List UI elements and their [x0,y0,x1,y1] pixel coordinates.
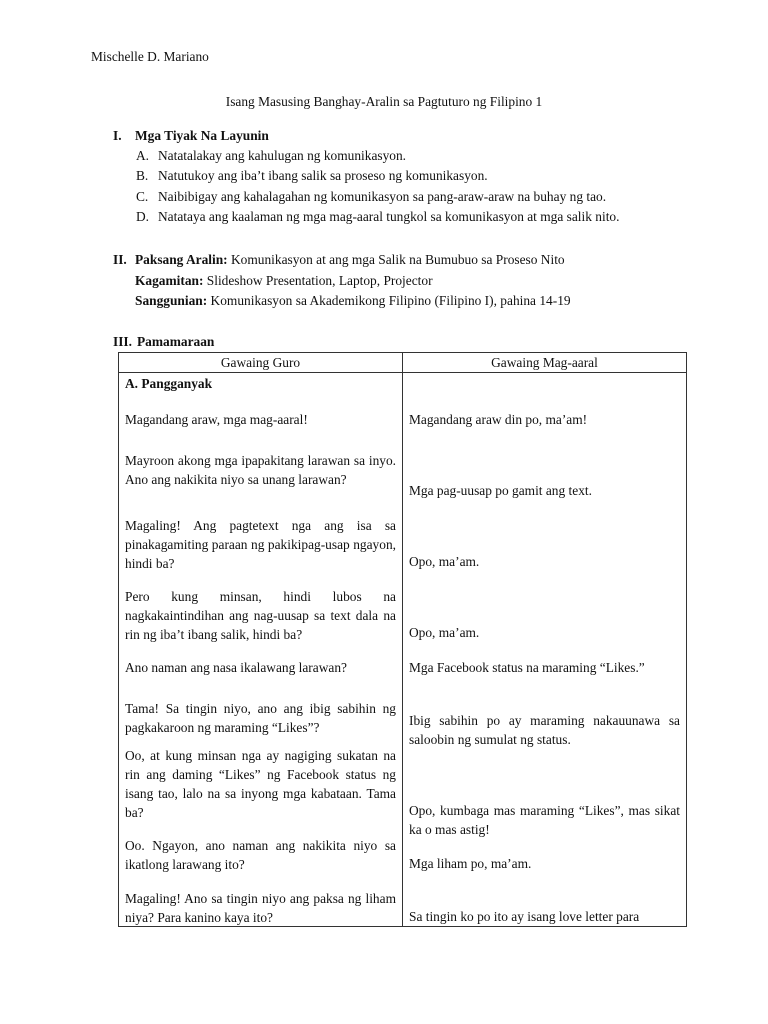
references-value: Komunikasyon sa Akademikong Filipino (Filipino I), pahina 14-19 [207,293,571,308]
student-line: Magandang araw din po, ma’am! [409,412,588,427]
section-procedure-heading [113,332,214,351]
teacher-line: Magaling! Ang pagtetext nga ang isa sa pinakagamiting paraan ng pakikipag-usap ngayon, hindi ba? [125,518,396,571]
objective-item [136,166,716,186]
topic-value: Komunikasyon at ang mga Salik na Bumubuo sa Proseso Nito [227,252,565,267]
teacher-line: Magaling! Ano sa tingin niyo ang paksa ng liham niya? Para kanino kaya ito? [125,891,396,925]
student-line: Sa tingin ko po ito ay isang love letter para [409,909,640,924]
section-heading: Mga Tiyak Na Layunin [135,128,269,143]
teacher-line: Pero kung minsan, hindi lubos na nagkakaintindihan ang nag-uusap sa text dala na rin ng iba’t ibang salik, hindi ba? [125,589,396,642]
student-line: Mga Facebook status na maraming “Likes.” [409,660,645,675]
student-line: Opo, ma’am. [409,554,480,569]
objective-text: Naibibigay ang kahalagahan ng komunikasyon sa pang-araw-araw na buhay ng tao. [158,188,607,204]
student-line: Ibig sabihin po ay maraming nakauunawa sa saloobin ng sumulat ng status. [409,713,680,747]
table-header-row [119,353,687,373]
section-heading: Pamamaraan [137,334,215,349]
student-line: Opo, kumbaga mas maraming “Likes”, mas sikat ka o mas astig! [409,803,680,837]
section-number: I. [113,128,122,143]
references-label: Sanggunian: [135,293,208,308]
objective-letter: B. [136,168,149,184]
section-number: II. [113,252,127,267]
teacher-activities-cell [119,373,403,927]
teacher-line: Magandang araw, mga mag-aaral! [125,412,308,427]
materials-value: Slideshow Presentation, Laptop, Projector [203,272,433,288]
objective-letter: A. [136,148,150,163]
teacher-line: Mayroon akong mga ipapakitang larawan sa inyo. Ano ang nakikita niyo sa unang larawan? [125,453,396,487]
author-name: Mischelle D. Mariano [91,49,209,64]
objectives-list [136,146,716,228]
teacher-line: Tama! Sa tingin niyo, ano ang ibig sabihin ng pagkakaroon ng maraming “Likes”? [125,701,396,735]
objective-letter: C. [136,188,149,204]
topic-label: Paksang Aralin: [135,252,228,267]
materials-label: Kagamitan: [135,272,204,288]
teacher-line: Oo. Ngayon, ano naman ang nakikita niyo sa ikatlong larawang ito? [125,838,396,872]
student-line: Mga pag-uusap po gamit ang text. [409,483,592,498]
objective-item [136,207,716,227]
student-activities-cell [403,373,687,927]
teacher-column-header: Gawaing Guro [119,353,403,373]
procedure-table [118,352,687,927]
section-topic [113,250,713,312]
objective-text: Natutukoy ang iba’t ibang salik sa proseso ng komunikasyon. [158,168,488,184]
subsection-heading: A. Pangganyak [125,376,213,391]
student-line: Mga liham po, ma’am. [409,856,532,871]
materials-row [113,271,713,292]
section-number: III. [113,334,132,349]
objective-text: Natataya ang kaalaman ng mga mag-aaral tungkol sa komunikasyon at mga salik nito. [158,209,620,225]
teacher-line: Ano naman ang nasa ikalawang larawan? [125,660,347,675]
objective-letter: D. [136,209,150,225]
student-column-header: Gawaing Mag-aaral [403,353,687,373]
references-row [113,291,713,312]
student-line: Opo, ma’am. [409,625,480,640]
section-objectives-heading [113,126,703,145]
topic-row [113,250,713,271]
teacher-line: Oo, at kung minsan nga ay nagiging sukatan na rin ang daming “Likes” ng Facebook status ng isang tao, lalo na sa inyong mga kabataan. Tama ba? [125,748,396,820]
document-title: Isang Masusing Banghay-Aralin sa Pagtuturo ng Filipino 1 [225,94,543,109]
objective-text: Natatalakay ang kahulugan ng komunikasyon. [158,148,407,163]
objective-item [136,146,716,166]
objective-item [136,187,716,207]
table-row [119,373,687,927]
